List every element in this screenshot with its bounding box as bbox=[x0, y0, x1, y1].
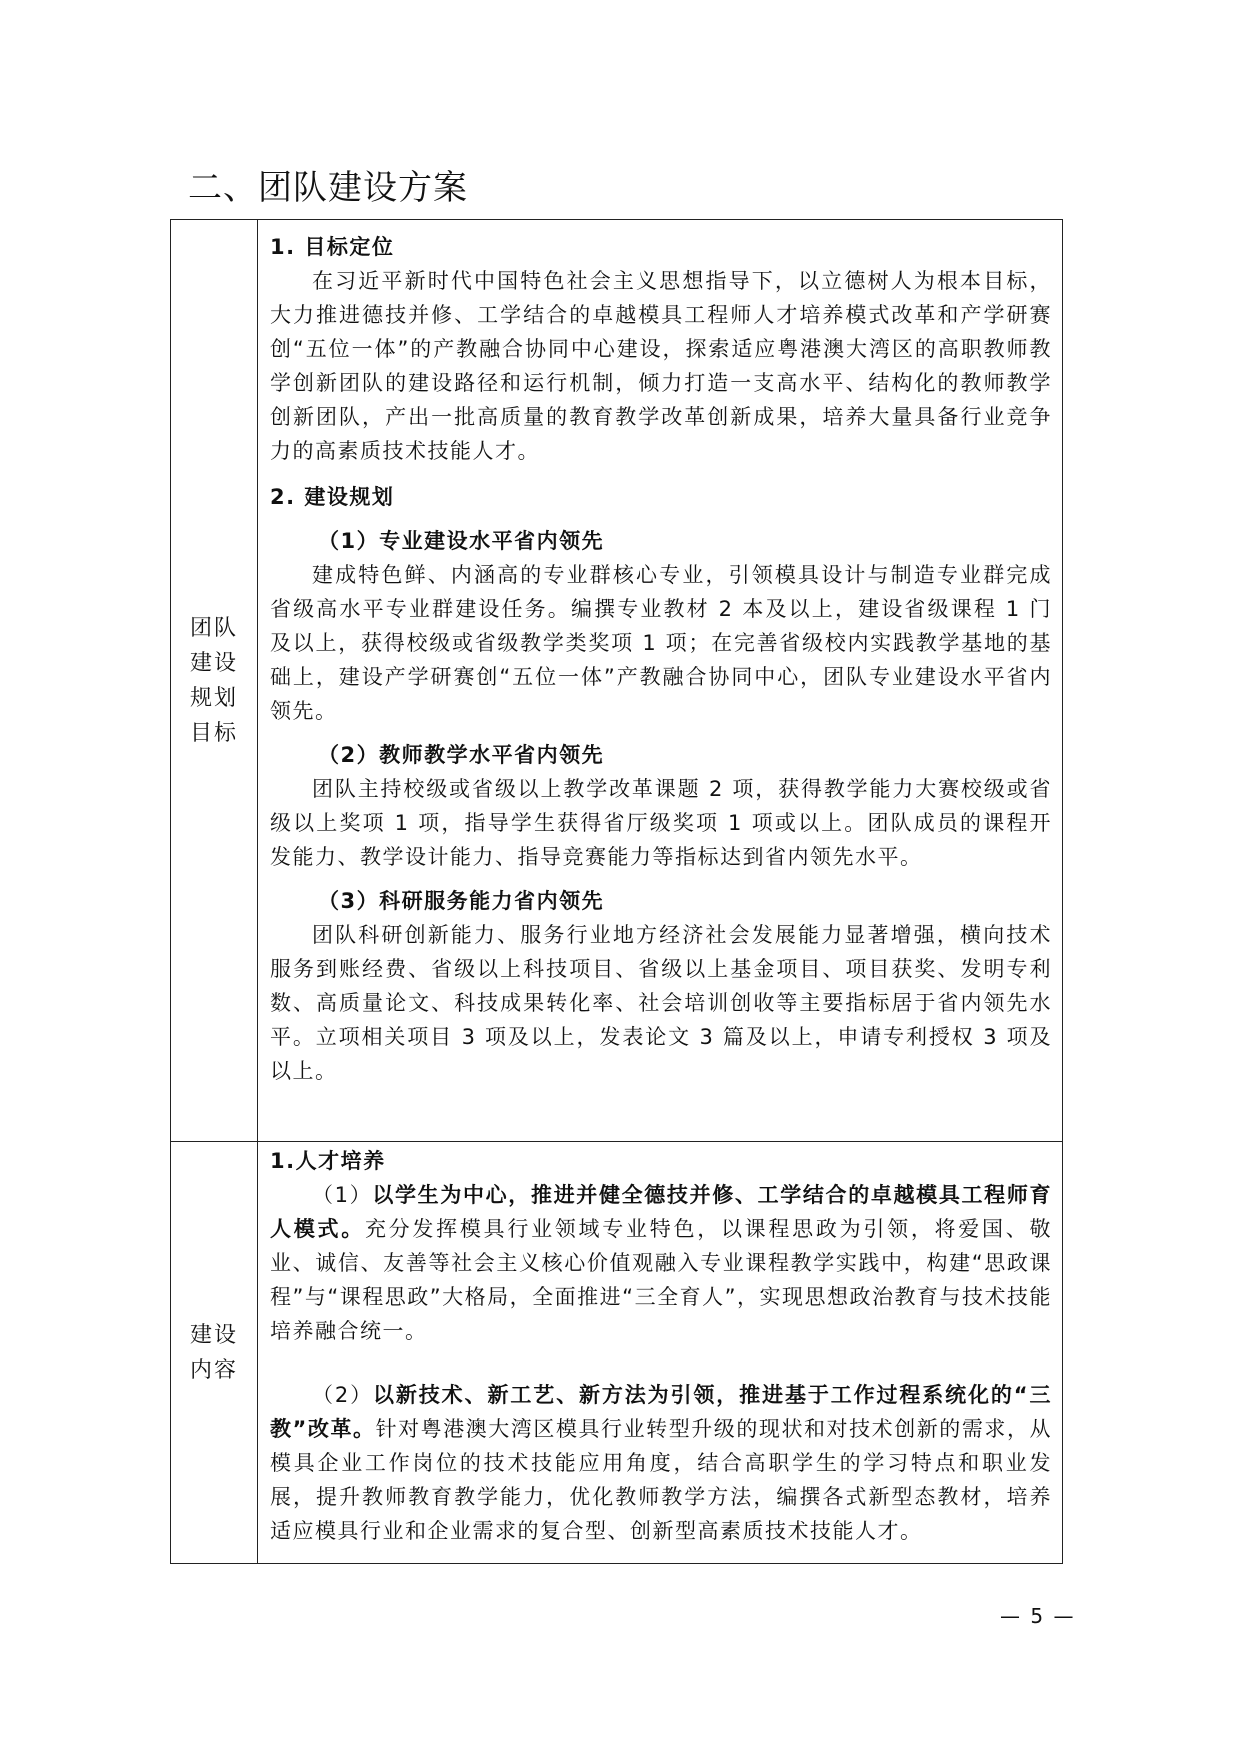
plan-heading: 2. 建设规划 bbox=[270, 485, 395, 509]
item1-paragraph bbox=[270, 1178, 1052, 1348]
item1-prefix: （1） bbox=[312, 1183, 373, 1207]
label-line: 内容 bbox=[189, 1357, 238, 1383]
talent-heading: 1.人才培养 bbox=[270, 1149, 386, 1173]
label-line: 团队 bbox=[189, 615, 238, 641]
item1-text: 充分发挥模具行业领域专业特色，以课程思政为引领，将爱国、敬业、诚信、友善等社会主义核心价值观融入专业课程教学实践中，构建“思政课程”与“课程思政”大格局，全面推进“三全育人”，实现思想政治教育与技术技能培养融合统一。 bbox=[270, 1217, 1052, 1343]
label-line: 目标 bbox=[189, 720, 238, 746]
sub3-heading: （3）科研服务能力省内领先 bbox=[318, 889, 605, 913]
plan-table bbox=[170, 219, 1063, 1564]
goal-paragraph: 在习近平新时代中国特色社会主义思想指导下，以立德树人为根本目标，大力推进德技并修、工学结合的卓越模具工程师人才培养模式改革和产学研赛创“五位一体”的产教融合协同中心建设，探索适应粤港澳大湾区的高职教师教学创新团队的建设路径和运行机制，倾力打造一支高水平、结构化的教师教学创新团队，产出一批高质量的教育教学改革创新成果，培养大量具备行业竞争力的高素质技术技能人才。 bbox=[270, 269, 1052, 463]
item2-paragraph bbox=[270, 1378, 1052, 1548]
table-row bbox=[171, 1142, 1063, 1564]
item2-bold: 以新技术、新工艺、新方法为引领，推进基于工作过程系统化的“三教”改革。 bbox=[270, 1383, 1052, 1441]
item2-text: 针对粤港澳大湾区模具行业转型升级的现状和对技术创新的需求，从模具企业工作岗位的技术技能应用角度，结合高职学生的学习特点和职业发展，提升教师教育教学能力，优化教师教学方法，编撰各式新型态教材，培养适应模具行业和企业需求的复合型、创新型高素质技术技能人才。 bbox=[270, 1417, 1052, 1543]
row-label-cell bbox=[171, 220, 258, 1142]
goal-content-cell bbox=[258, 220, 1063, 1142]
item2-prefix: （2） bbox=[312, 1383, 374, 1407]
page-title: 二、团队建设方案 bbox=[188, 168, 468, 208]
spacer bbox=[270, 1348, 1052, 1378]
sub2-heading: （2）教师教学水平省内领先 bbox=[318, 743, 605, 767]
sub1-paragraph: 建成特色鲜、内涵高的专业群核心专业，引领模具设计与制造专业群完成省级高水平专业群建设任务。编撰专业教材 2 本及以上，建设省级课程 1 门及以上，获得校级或省级教学类奖项 1 项；在完善省级校内实践教学基地的基础上，建设产学研赛创“五位一体”产教融合协同中心，团队专业建设水平省内领先。 bbox=[270, 563, 1052, 723]
label-line: 规划 bbox=[189, 685, 238, 711]
page-number: — 5 — bbox=[1000, 1604, 1076, 1628]
row-label-cell bbox=[171, 1142, 258, 1564]
sub2-paragraph: 团队主持校级或省级以上教学改革课题 2 项，获得教学能力大赛校级或省级以上奖项 1 项，指导学生获得省厅级奖项 1 项或以上。团队成员的课程开发能力、教学设计能力、指导竞赛能力等指标达到省内领先水平。 bbox=[270, 777, 1052, 869]
sub3-paragraph: 团队科研创新能力、服务行业地方经济社会发展能力显著增强，横向技术服务到账经费、省级以上科技项目、省级以上基金项目、项目获奖、发明专利数、高质量论文、科技成果转化率、社会培训创收等主要指标居于省内领先水平。立项相关项目 3 项及以上，发表论文 3 篇及以上，申请专利授权 3 项及以上。 bbox=[270, 923, 1052, 1083]
table-row bbox=[171, 220, 1063, 1142]
label-line: 建设 bbox=[189, 1322, 238, 1348]
row-label-team-goal bbox=[171, 611, 257, 751]
content-cell bbox=[258, 1142, 1063, 1564]
label-line: 建设 bbox=[189, 650, 238, 676]
sub1-heading: （1）专业建设水平省内领先 bbox=[318, 529, 605, 553]
goal-heading: 1. 目标定位 bbox=[270, 235, 395, 259]
row-label-content bbox=[171, 1318, 257, 1388]
item1-bold: 以学生为中心，推进并健全德技并修、工学结合的卓越模具工程师育人模式。 bbox=[270, 1183, 1052, 1241]
